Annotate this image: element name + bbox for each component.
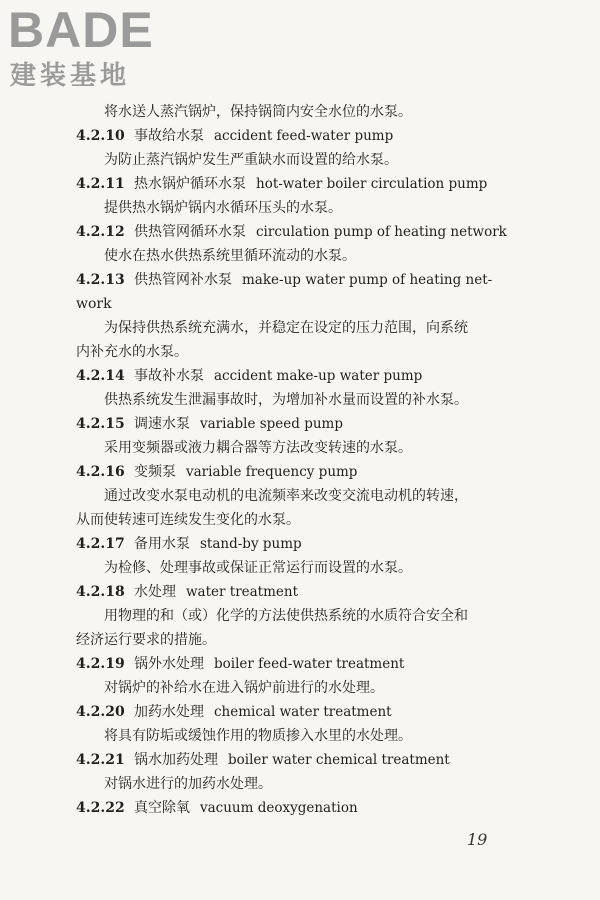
brand-logo	[8, 4, 183, 94]
entry-term-cn: 供热管网补水泵	[134, 272, 232, 288]
entry-term-en: circulation pump of heating network	[256, 224, 507, 240]
entry-number: 4.2.21	[76, 752, 125, 768]
entry-term-en: accident make-up water pump	[214, 368, 423, 384]
entry-term-cn: 调速水泵	[134, 416, 190, 432]
entry-term-en: boiler feed-water treatment	[214, 656, 405, 672]
entry-definition: 供热系统发生泄漏事故时，为增加补水量而设置的补水泵。	[104, 392, 468, 408]
entry-number: 4.2.20	[76, 704, 125, 720]
document-body	[76, 100, 507, 820]
entry-heading	[76, 652, 500, 676]
logo-brand-text: BADE	[8, 2, 154, 58]
entry-definition: 为防止蒸汽锅炉发生严重缺水而设置的给水泵。	[104, 152, 398, 168]
entry-heading	[76, 364, 500, 388]
entry-number: 4.2.11	[76, 176, 125, 192]
entry-number: 4.2.22	[76, 800, 125, 816]
entry-number: 4.2.18	[76, 584, 125, 600]
page-number: 19	[467, 830, 488, 849]
entry-heading	[76, 412, 500, 436]
entry-number: 4.2.13	[76, 272, 125, 288]
entry-heading	[76, 268, 500, 292]
entry-heading	[76, 172, 500, 196]
entry-term-en: stand-by pump	[200, 536, 302, 552]
entry-term-cn: 事故给水泵	[134, 128, 204, 144]
entry-heading	[76, 580, 500, 604]
entry-heading	[76, 460, 500, 484]
entry-term-en-continued: work	[76, 296, 112, 312]
entry-definition: 使水在热水供热系统里循环流动的水泵。	[104, 248, 356, 264]
entry-definition: 将具有防垢或缓蚀作用的物质掺入水里的水处理。	[104, 728, 412, 744]
entry-term-en: variable frequency pump	[186, 464, 358, 480]
entry-term-en: boiler water chemical treatment	[228, 752, 450, 768]
entry-definition: 用物理的和（或）化学的方法使供热系统的水质符合安全和	[104, 608, 468, 624]
entry-number: 4.2.16	[76, 464, 125, 480]
entry-definition: 提供热水锅炉锅内水循环压头的水泵。	[104, 200, 342, 216]
entry-term-cn: 供热管网循环水泵	[134, 224, 246, 240]
entry-term-en: hot-water boiler circulation pump	[256, 176, 488, 192]
entry-term-en: vacuum deoxygenation	[200, 800, 358, 816]
entry-number: 4.2.15	[76, 416, 125, 432]
entry-heading	[76, 748, 500, 772]
entry-term-cn: 真空除氧	[134, 800, 190, 816]
entry-number: 4.2.10	[76, 128, 125, 144]
entry-term-cn: 热水锅炉循环水泵	[134, 176, 246, 192]
entry-term-en: accident feed-water pump	[214, 128, 394, 144]
entry-number: 4.2.12	[76, 224, 125, 240]
entry-definition: 从而使转速可连续发生变化的水泵。	[76, 512, 300, 528]
entry-term-en: variable speed pump	[200, 416, 343, 432]
entry-term-cn: 事故补水泵	[134, 368, 204, 384]
entry-term-en: chemical water treatment	[214, 704, 392, 720]
entry-heading	[76, 796, 500, 820]
entry-definition: 为检修、处理事故或保证正常运行而设置的水泵。	[104, 560, 412, 576]
entry-term-cn: 水处理	[134, 584, 176, 600]
entry-heading	[76, 124, 500, 148]
entry-definition: 对锅水进行的加药水处理。	[104, 776, 272, 792]
entry-term-en: make-up water pump of heating net-	[242, 272, 493, 288]
entry-number: 4.2.14	[76, 368, 125, 384]
entry-term-cn: 锅外水处理	[134, 656, 204, 672]
entry-definition: 经济运行要求的措施。	[76, 632, 216, 648]
intro-text: 将水送人蒸汽锅炉，保持锅筒内安全水位的水泵。	[104, 104, 412, 120]
entry-definition: 通过改变水泵电动机的电流频率来改变交流电动机的转速，	[104, 488, 468, 504]
entry-term-cn: 备用水泵	[134, 536, 190, 552]
logo-subtitle: 建装基地	[10, 61, 131, 91]
entry-term-cn: 变频泵	[134, 464, 176, 480]
entry-number: 4.2.19	[76, 656, 125, 672]
entry-heading	[76, 532, 500, 556]
entry-heading	[76, 700, 500, 724]
entry-number: 4.2.17	[76, 536, 125, 552]
entry-heading	[76, 220, 507, 244]
entry-term-en: water treatment	[186, 584, 299, 600]
entry-term-cn: 加药水处理	[134, 704, 204, 720]
entry-definition: 对锅炉的补给水在进入锅炉前进行的水处理。	[104, 680, 384, 696]
entry-definition: 采用变频器或液力耦合器等方法改变转速的水泵。	[104, 440, 412, 456]
entry-definition: 内补充水的水泵。	[76, 344, 188, 360]
entry-term-cn: 锅水加药处理	[134, 752, 218, 768]
entry-definition: 为保持供热系统充满水，并稳定在设定的压力范围，向系统	[104, 320, 468, 336]
